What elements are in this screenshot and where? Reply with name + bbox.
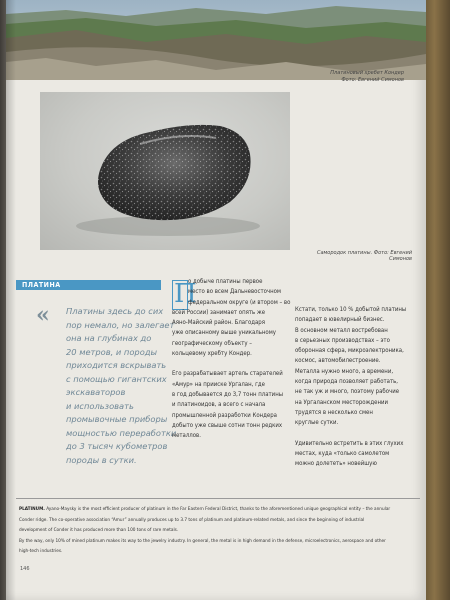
article-line: Его разрабатывает артель старателей <box>172 370 283 378</box>
photo-caption-line: Платиновый хребет Кондер <box>330 70 404 76</box>
article-line: кольцевому хребту Кондер. <box>172 350 252 358</box>
pull-quote-line: пор немало, но залегает <box>66 319 175 330</box>
article-line: когда природа позволяет работать, <box>295 378 399 386</box>
article-line: Аяно-Майский район. Благодаря <box>172 319 265 327</box>
article-line: добыто уже свыше сотни тонн редких <box>172 421 283 429</box>
english-line: high-tech industries. <box>19 549 63 555</box>
summary-divider <box>16 498 420 499</box>
pull-quote-line: промывочные приборы <box>66 414 168 424</box>
article-line: круглые сутки. <box>295 419 339 427</box>
article-line: оборонная сфера, микроэлектроника, <box>295 347 404 355</box>
article-line: Кстати, только 10 % добытой платины <box>295 306 407 313</box>
article-line: металлов. <box>172 432 201 440</box>
mountain-ridge-photo <box>6 0 426 80</box>
english-line: Conder ridge. The co-operative association “Amur” annually produces up to 3.7 tons of platinum and platinum-related metals, and since the beginning of industrial <box>19 517 365 523</box>
english-line: development of Conder it has produced more than 100 tons of rare metals. <box>19 528 179 534</box>
mountain-photo-credit <box>294 70 404 84</box>
nugget-photo-caption: Самородок платины. Фото: Евгений Симонов <box>316 250 412 262</box>
article-line: В основном металл востребован <box>295 326 388 334</box>
pull-quote <box>66 305 177 467</box>
article-line: на Ургаланском месторождении <box>295 398 389 406</box>
pull-quote-line: приходится вскрывать <box>66 360 167 370</box>
book-page <box>6 0 426 600</box>
article-line: о добыче платины первое <box>188 278 263 285</box>
article-line: Металла нужно много, а времени, <box>295 367 394 375</box>
english-summary <box>19 505 419 558</box>
english-line <box>19 505 419 516</box>
pull-quote-line: породы в сутки. <box>66 454 137 465</box>
article-line: трудятся в несколько смен <box>295 408 373 416</box>
background-right-edge <box>424 0 450 600</box>
dropcap-letter: П <box>174 279 197 309</box>
pull-quote-line: она на глубинах до <box>66 333 152 343</box>
photo-author-line: Фото: Евгений Симонов <box>341 76 404 83</box>
article-column-1 <box>172 277 291 441</box>
section-title: ПЛАТИНА <box>22 281 61 289</box>
quote-mark-icon: « <box>36 302 50 328</box>
article-line: и платиноидов, а всего с начала <box>172 401 266 409</box>
summary-keyword: PLATINUM. <box>19 507 45 512</box>
article-line: в серьезных производствах – это <box>295 336 390 344</box>
article-line: всей России) занимает опять же <box>172 308 266 316</box>
article-line: место во всем Дальневосточном <box>188 288 281 296</box>
pull-quote-line: 20 метров, и породы <box>66 346 158 357</box>
article-line: «Амур» на прииске Ургалан, где <box>172 380 265 388</box>
article-column-2 <box>295 305 413 469</box>
pull-quote-line: Платины здесь до сих <box>66 306 164 316</box>
article-line: космос, автомобилестроение. <box>295 357 381 365</box>
article-line: в год добывается до 3,7 тонн платины <box>172 390 283 398</box>
article-line: уже описанному выше уникальному <box>172 329 276 337</box>
article-line: не так уж и много, поэтому рабочие <box>295 388 400 396</box>
english-line: By the way, only 10% of mined platinum makes its way to the jewelry industry. In general, the metal is in high demand in the defense, microelectronics, aerospace and other <box>19 538 386 544</box>
article-line: географическому объекту – <box>172 339 252 347</box>
english-line-rest: Ayano-Maysky is the most efficient producer of platinum in the Far Eastern Federal District, thanks to the aforementioned unique geographical entity – the annular <box>44 507 391 512</box>
pull-quote-line: экскаваторов <box>66 387 126 397</box>
platinum-nugget-photo <box>40 92 290 250</box>
article-line: местах, куда «только самолетом <box>295 449 390 457</box>
article-line: Удивительно встретить в этих глухих <box>295 439 404 447</box>
article-line: можно долететь» новейшую <box>295 460 377 468</box>
pull-quote-line: до 3 тысяч кубометров <box>66 441 168 451</box>
pull-quote-line: с помощью гигантских <box>66 373 167 384</box>
page-number: 146 <box>20 566 30 572</box>
pull-quote-line: мощностью переработки <box>66 427 177 438</box>
article-line: промышленной разработки Кондера <box>172 411 277 419</box>
article-line: попадает в ювелирный бизнес. <box>295 316 385 324</box>
pull-quote-line: и использовать <box>66 400 134 411</box>
article-line: федеральном округе (и втором – во <box>188 298 291 306</box>
